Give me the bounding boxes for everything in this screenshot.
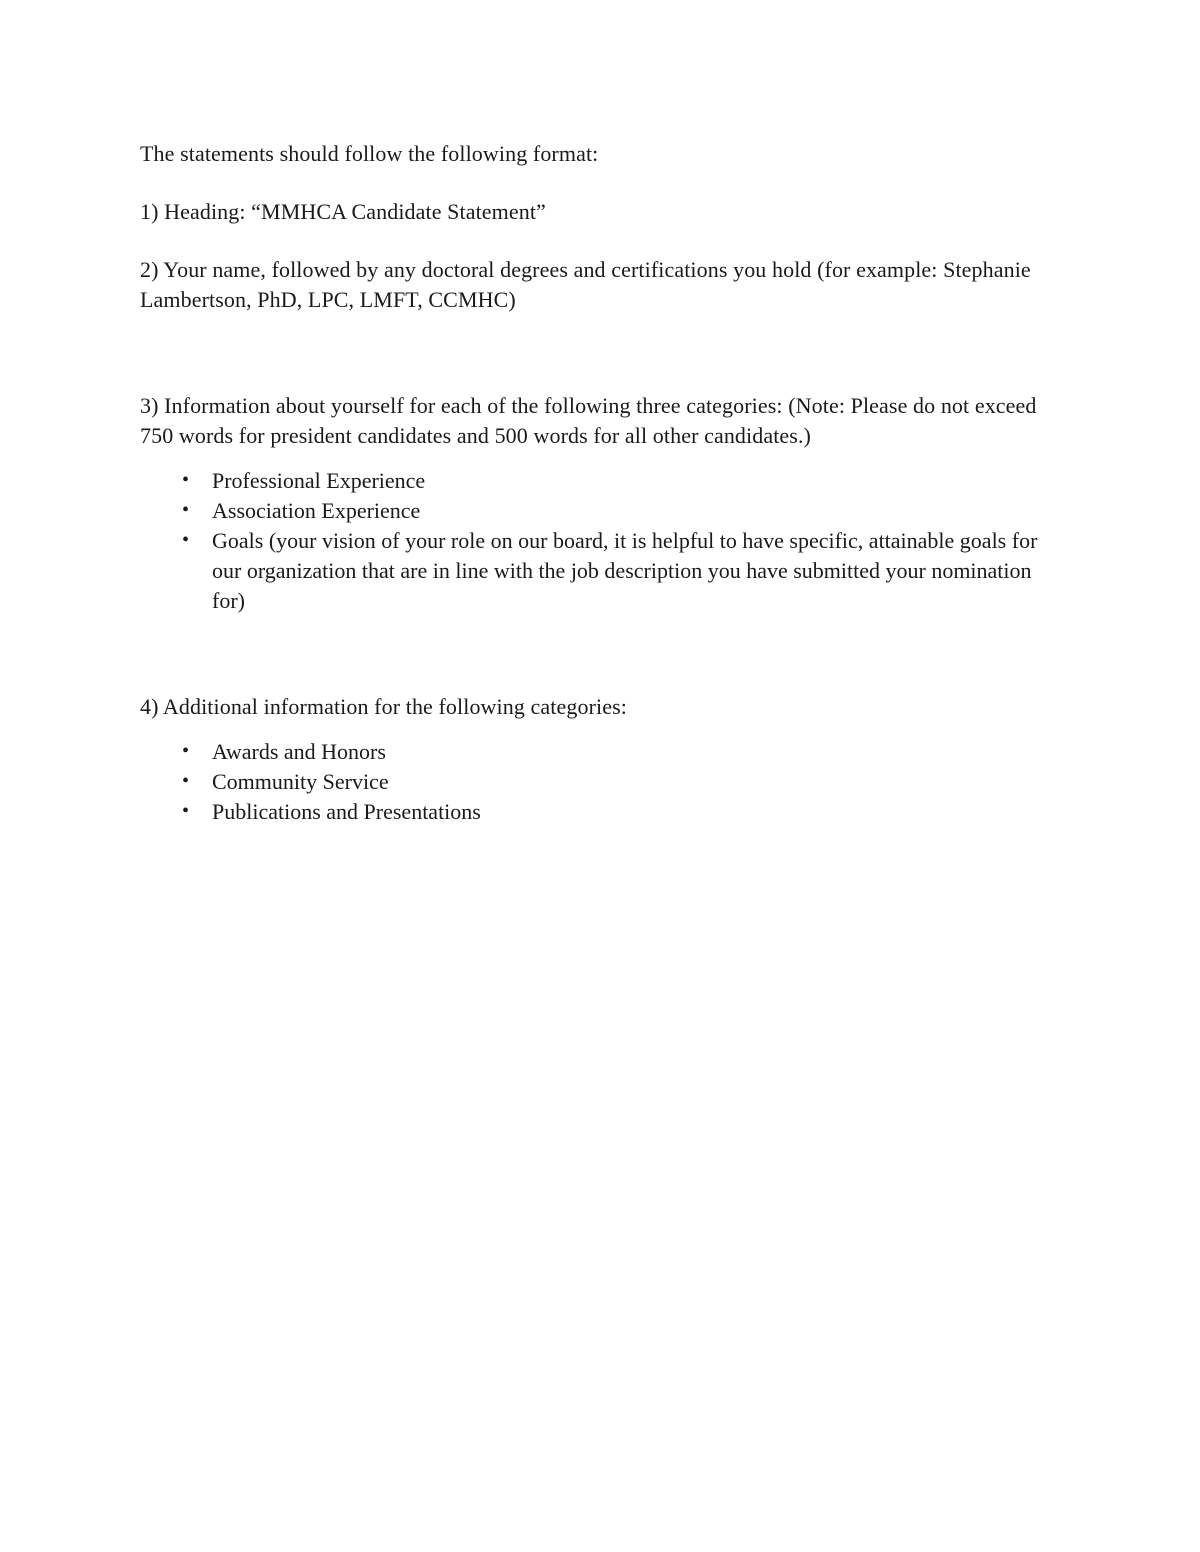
categories-bullet-list [140, 466, 1045, 616]
bullet-icon: • [182, 469, 190, 491]
list-item [140, 797, 1045, 827]
list-item [140, 526, 1045, 616]
additional-bullet-list [140, 737, 1045, 827]
bullet-item-text: Community Service [212, 769, 389, 794]
paragraph-name-degrees: 2) Your name, followed by any doctoral degrees and certifications you hold (for example: Stephanie Lambertson, PhD, LPC, LMFT, CCMHC) [140, 257, 1031, 312]
bullet-item-text: Professional Experience [212, 468, 426, 493]
bullet-icon: • [182, 499, 190, 521]
bullet-item-text: Publications and Presentations [212, 799, 481, 824]
paragraph-heading-format: 1) Heading: “MMHCA Candidate Statement” [140, 199, 546, 224]
document-content [140, 139, 1045, 855]
paragraph-three-categories: 3) Information about yourself for each of the following three categories: (Note: Please do not exceed 750 words for president candidates and 500 words for all other candidates.) [140, 393, 1037, 448]
bullet-icon: • [182, 529, 190, 551]
bullet-icon: • [182, 740, 190, 762]
list-item [140, 466, 1045, 496]
list-item [140, 767, 1045, 797]
bullet-item-text: Awards and Honors [212, 739, 386, 764]
list-item [140, 496, 1045, 526]
paragraph-additional-info: 4) Additional information for the following categories: [140, 694, 627, 719]
bullet-item-text: Association Experience [212, 498, 421, 523]
bullet-icon: • [182, 800, 190, 822]
bullet-item-text: Goals (your vision of your role on our board, it is helpful to have specific, attainable goals for our organization that are in line with the job description you have submitted your nomination for) [212, 528, 1038, 613]
bullet-icon: • [182, 770, 190, 792]
list-item [140, 737, 1045, 767]
intro-paragraph: The statements should follow the following format: [140, 141, 599, 166]
